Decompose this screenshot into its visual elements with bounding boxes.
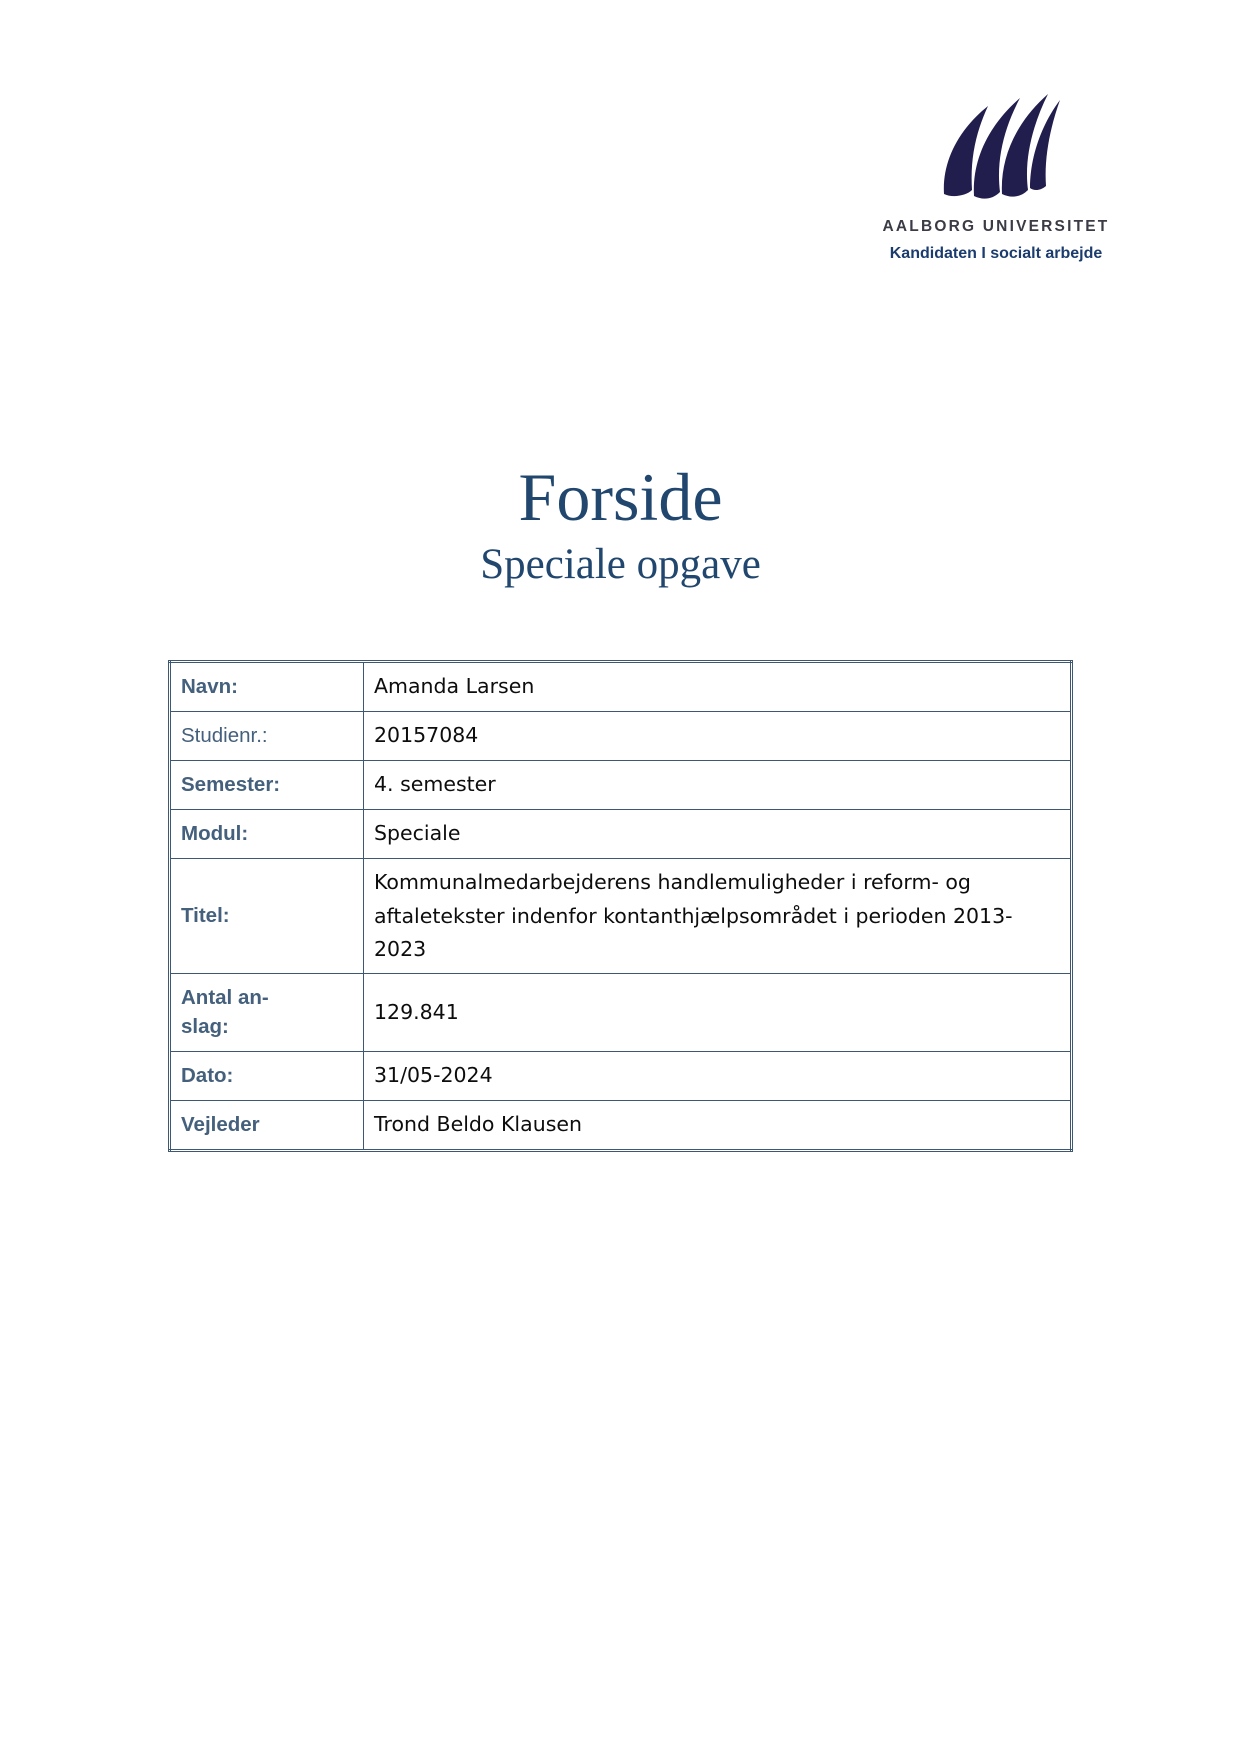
row-value-dato: 31/05-2024 [364,1052,1072,1101]
table-row [170,712,1072,761]
page-title: Forside [518,458,723,535]
row-label-antal-anslag-line2: slag: [181,1015,229,1039]
table-row [170,974,1072,1052]
table-row [170,1052,1072,1101]
row-label-semester: Semester: [170,761,364,810]
table-row [170,761,1072,810]
page-subtitle: Speciale opgave [480,540,761,588]
university-wordmark: AALBORG UNIVERSITET [882,218,1110,235]
university-logo-block [866,92,1126,263]
row-label-titel: Titel: [170,859,364,974]
row-value-modul: Speciale [364,810,1072,859]
row-value-studienr: 20157084 [364,712,1072,761]
cover-info-table-wrapper [168,660,1073,1152]
table-row [170,1101,1072,1151]
row-label-modul: Modul: [170,810,364,859]
row-value-vejleder: Trond Beldo Klausen [364,1101,1072,1151]
aalborg-universitet-logo-icon [932,92,1060,204]
row-label-antal-anslag [170,974,364,1052]
row-label-vejleder: Vejleder [170,1101,364,1151]
row-value-navn: Amanda Larsen [364,662,1072,712]
programme-subtitle: Kandidaten I socialt arbejde [889,245,1103,262]
table-row [170,810,1072,859]
row-value-antal-anslag: 129.841 [364,974,1072,1052]
cover-info-table [168,660,1073,1152]
table-row [170,859,1072,974]
row-label-antal-anslag-line1: Antal an- [181,986,269,1010]
row-label-dato: Dato: [170,1052,364,1101]
row-label-studienr: Studienr.: [170,712,364,761]
row-value-semester: 4. semester [364,761,1072,810]
table-row [170,662,1072,712]
row-value-titel: Kommunalmedarbejderens handlemuligheder i reform- og aftaletekster indenfor kontanthjælpsområdet i perioden 2013-2023 [364,859,1072,974]
row-label-navn: Navn: [170,662,364,712]
